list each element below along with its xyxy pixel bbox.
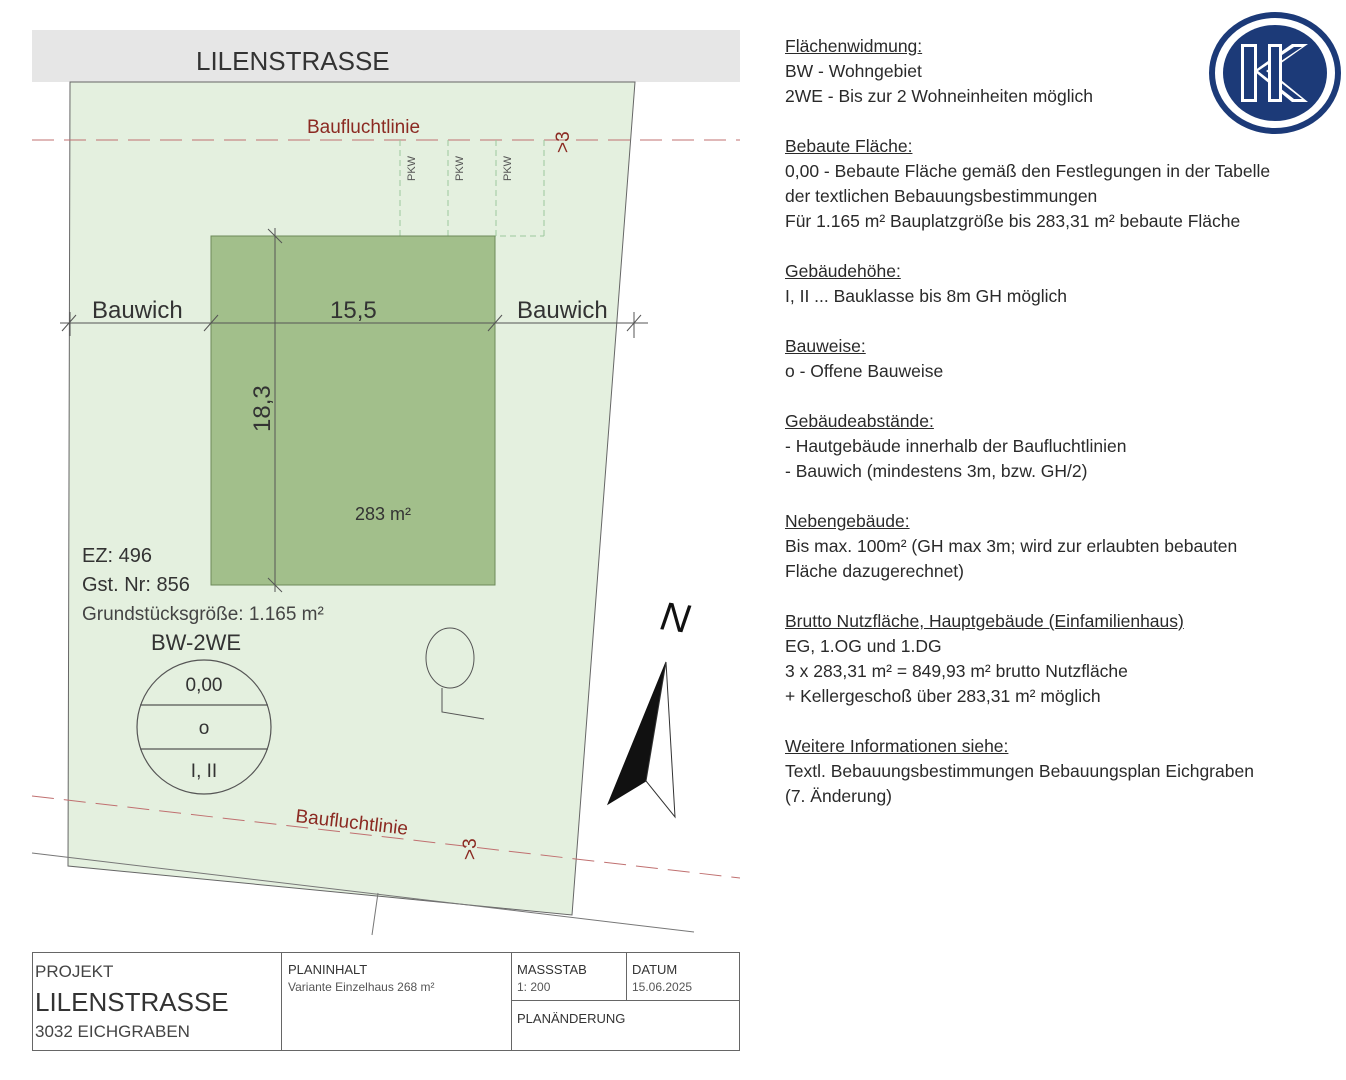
title-block-revision — [512, 1001, 739, 1050]
boundary-tick — [372, 893, 378, 935]
info-section-building-height — [785, 259, 1325, 309]
dimension-width: 15,5 — [330, 297, 377, 324]
info-section-building-method — [785, 334, 1325, 384]
info-line: - Bauwich (mindestens 3m, bzw. GH/2) — [785, 461, 1088, 481]
info-section-zoning — [785, 34, 1325, 109]
info-line: - Hautgebäude innerhalb der Baufluchtlinien — [785, 436, 1127, 456]
title-block-project — [33, 953, 282, 1050]
project-name: LILENSTRASSE — [35, 987, 229, 1017]
parking-label: PKW — [502, 155, 514, 181]
scale-label: MASSSTAB — [517, 962, 587, 977]
plan-content-value: Variante Einzelhaus 268 m² — [288, 980, 435, 994]
title-block — [32, 952, 740, 1051]
project-label: PROJEKT — [35, 962, 114, 981]
info-section-gross-floor-area — [785, 609, 1325, 709]
plot-ez: EZ: 496 — [82, 545, 153, 567]
scale-value: 1: 200 — [517, 980, 551, 994]
info-line: + Kellergeschoß über 283,31 m² möglich — [785, 686, 1101, 706]
info-section-building-distances — [785, 409, 1325, 484]
info-line: BW - Wohngebiet — [785, 61, 922, 81]
street-name: LILENSTRASSE — [196, 46, 390, 76]
revision-label: PLANÄNDERUNG — [517, 1011, 626, 1026]
baufluchtlinie-bottom-label: Baufluchtlinie — [294, 806, 410, 840]
parking-label: PKW — [454, 155, 466, 181]
info-section-ancillary-buildings — [785, 509, 1325, 584]
info-heading: Bauweise: — [785, 336, 866, 356]
info-heading: Gebäudehöhe: — [785, 261, 901, 281]
baufluchtlinie-top-label: Baufluchtlinie — [307, 117, 421, 138]
north-label: N — [657, 594, 693, 642]
dimension-bauwich-left: Bauwich — [92, 297, 183, 324]
plot-gst: Gst. Nr: 856 — [82, 574, 190, 596]
setback-top-label: >3 — [553, 131, 574, 153]
date-value: 15.06.2025 — [632, 980, 693, 994]
zoning-circle-building-type: o — [198, 718, 210, 739]
info-line: 2WE - Bis zur 2 Wohneinheiten möglich — [785, 86, 1094, 106]
info-heading: Weitere Informationen siehe: — [785, 736, 1009, 756]
info-panel — [785, 34, 1325, 834]
date-label: DATUM — [632, 962, 678, 977]
plot-size: Grundstücksgröße: 1.165 m² — [82, 604, 324, 625]
info-line: Textl. Bebauungsbestimmungen Bebauungsplan Eichgraben — [785, 761, 1254, 781]
title-block-plan-content — [282, 953, 512, 1050]
dimension-bauwich-right: Bauwich — [517, 297, 608, 324]
building-area-label: 283 m² — [355, 504, 412, 524]
info-line: (7. Änderung) — [785, 786, 893, 806]
info-section-further-info — [785, 734, 1325, 809]
info-line: EG, 1.OG und 1.DG — [785, 636, 942, 656]
dimension-depth: 18,3 — [249, 385, 276, 432]
info-line: 3 x 283,31 m² = 849,93 m² brutto Nutzfläche — [785, 661, 1128, 681]
zoning-circle-density: 0,00 — [185, 675, 223, 696]
project-address: 3032 EICHGRABEN — [35, 1022, 190, 1041]
info-section-built-area — [785, 134, 1325, 234]
parking-label: PKW — [406, 155, 418, 181]
info-line: o - Offene Bauweise — [785, 361, 944, 381]
info-heading: Bebaute Fläche: — [785, 136, 913, 156]
info-heading: Brutto Nutzfläche, Hauptgebäude (Einfamilienhaus) — [785, 611, 1184, 631]
info-line: Für 1.165 m² Bauplatzgröße bis 283,31 m² bebaute Fläche — [785, 211, 1241, 231]
info-heading: Flächenwidmung: — [785, 36, 923, 56]
info-line: Fläche dazugerechnet) — [785, 561, 964, 581]
zoning-circle-building-class: I, II — [190, 761, 218, 782]
zoning-code: BW-2WE — [151, 630, 242, 655]
info-line: der textlichen Bebauungsbestimmungen — [785, 186, 1098, 206]
site-plan — [0, 0, 760, 950]
north-arrow — [608, 662, 675, 817]
info-heading: Gebäudeabstände: — [785, 411, 934, 431]
plan-content-label: PLANINHALT — [288, 962, 368, 977]
title-block-scale — [512, 953, 627, 1001]
title-block-date — [627, 953, 739, 1001]
info-line: I, II ... Bauklasse bis 8m GH möglich — [785, 286, 1068, 306]
setback-bottom-label: >3 — [460, 838, 481, 860]
info-line: 0,00 - Bebaute Fläche gemäß den Festlegungen in der Tabelle — [785, 161, 1271, 181]
info-line: Bis max. 100m² (GH max 3m; wird zur erlaubten bebauten — [785, 536, 1238, 556]
info-heading: Nebengebäude: — [785, 511, 910, 531]
